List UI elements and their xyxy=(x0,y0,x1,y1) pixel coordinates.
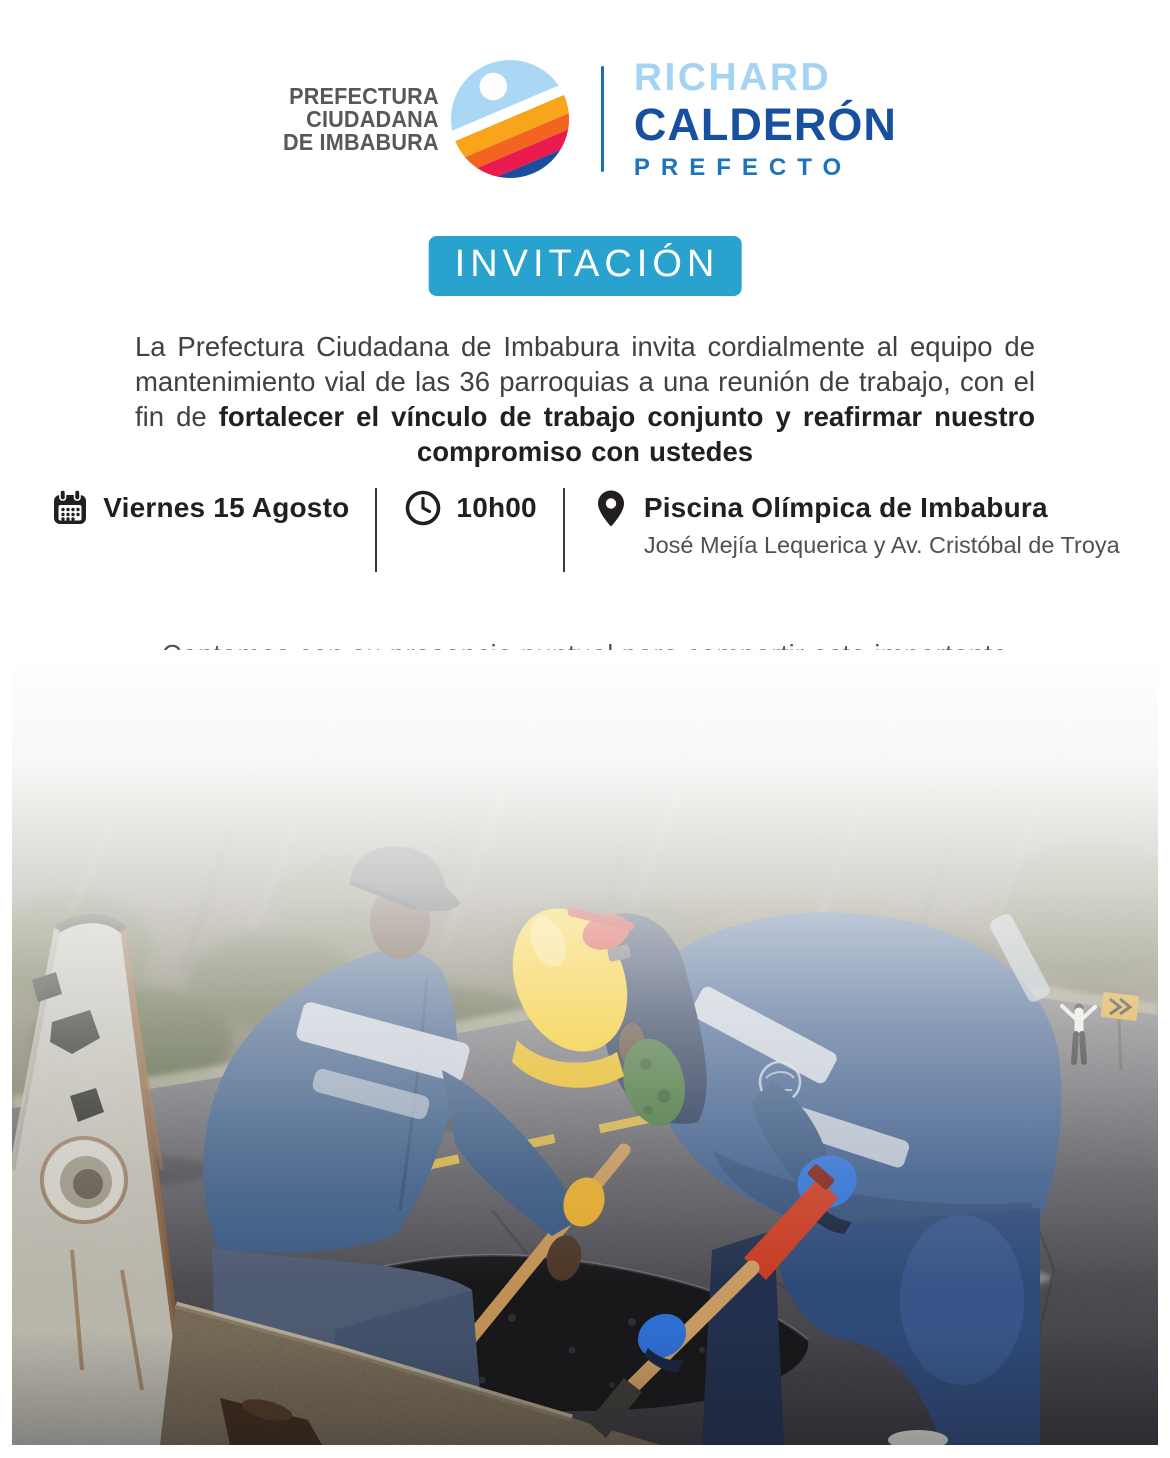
org-name-line1: PREFECTURA xyxy=(289,82,439,109)
event-time xyxy=(403,488,536,528)
event-venue: Piscina Olímpica de Imbabura xyxy=(643,492,1048,523)
calendar-icon xyxy=(50,488,90,528)
road-workers-photo xyxy=(12,650,1158,1445)
invitation-badge: INVITACIÓN xyxy=(429,236,742,296)
event-divider xyxy=(563,488,565,572)
official-last-name: CALDERÓN xyxy=(633,99,897,150)
clock-icon xyxy=(403,488,443,528)
event-date-label: Viernes 15 Agosto xyxy=(103,492,350,523)
photo-scene xyxy=(12,650,1158,1445)
official-name-block xyxy=(634,58,897,180)
event-address: José Mejía Lequerica y Av. Cristóbal de Troya xyxy=(643,532,1120,558)
official-first-name: RICHARD xyxy=(633,56,832,99)
official-role: PREFECTO xyxy=(633,154,853,181)
location-pin-icon xyxy=(591,488,631,528)
header-divider xyxy=(601,66,604,172)
event-date xyxy=(50,488,349,528)
prefectura-logo-icon xyxy=(449,58,571,180)
org-name-line2: CIUDADANA xyxy=(306,105,439,132)
invitation-text-lead: La Prefectura Ciudadana de Imbabura invita cordialmente al equipo de mantenimiento vial de las 36 parroquias a una reunión de trabajo, con el fin de xyxy=(135,330,1035,432)
event-details xyxy=(0,488,1170,572)
invitation-text-emphasis: fortalecer el vínculo de trabajo conjunto y reafirmar nuestro compromiso con ustedes xyxy=(218,400,1036,467)
org-name xyxy=(283,82,439,155)
event-divider xyxy=(375,488,377,572)
event-location-text xyxy=(644,488,1120,559)
photo-fog-overlay xyxy=(12,650,1158,1445)
invitation-text xyxy=(135,329,1035,469)
event-time-label: 10h00 xyxy=(456,492,537,523)
event-location xyxy=(591,488,1120,559)
org-name-line3: DE IMBABURA xyxy=(283,128,439,155)
photo-bottom-shade xyxy=(12,1330,1158,1445)
header xyxy=(0,58,1170,180)
